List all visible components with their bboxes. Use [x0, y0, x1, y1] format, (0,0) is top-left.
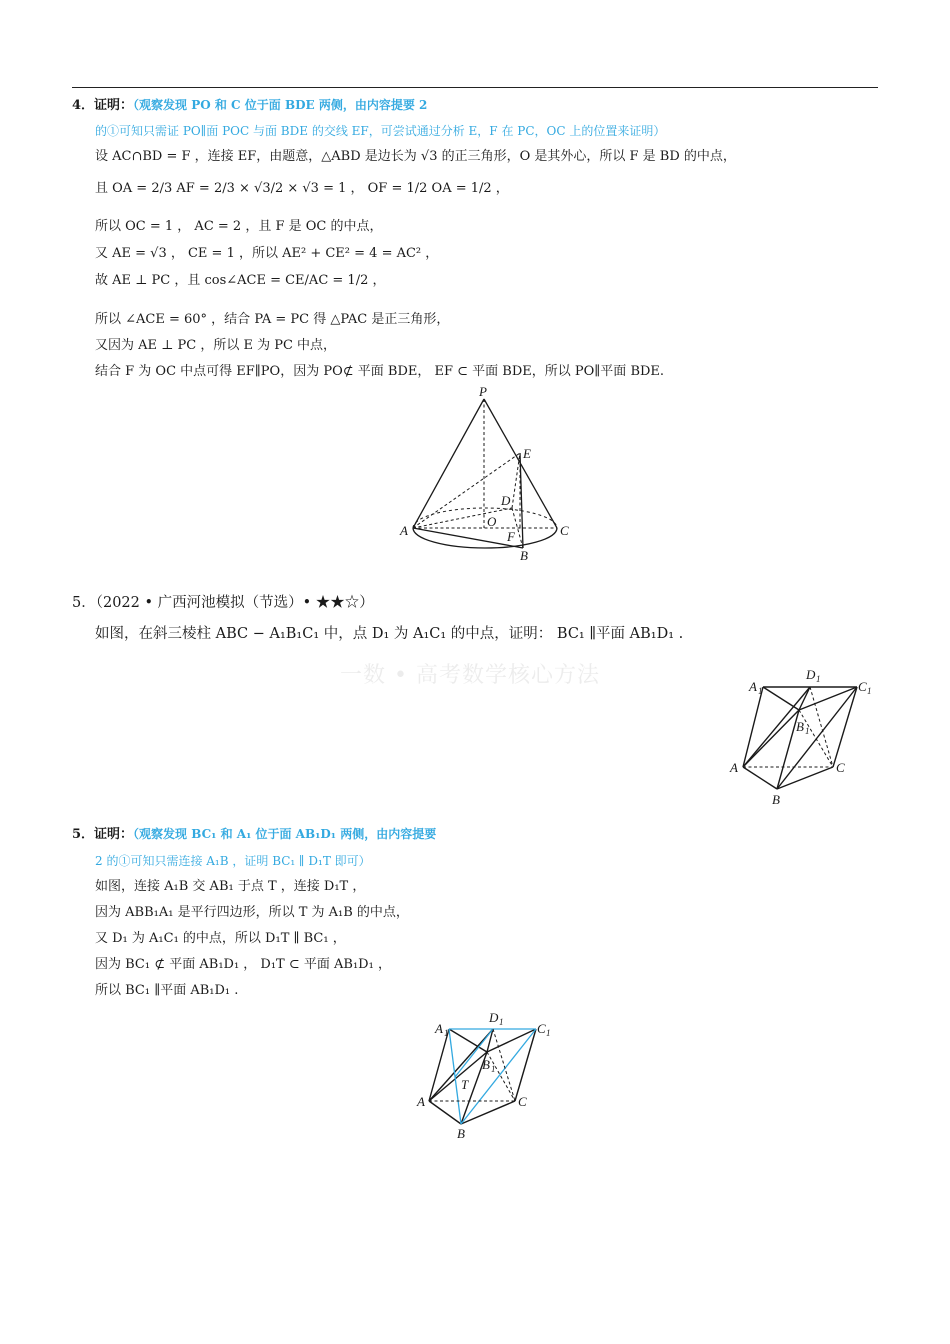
label-B1-sub: 1 — [491, 1064, 496, 1074]
label-B: B — [772, 792, 780, 807]
edge-AB — [743, 767, 777, 789]
label-A1-sub: 1 — [758, 686, 763, 696]
p4-line-5: 故 AE ⊥ PC ，且 cos∠ACE = CE/AC = 1/2 ， — [95, 273, 386, 288]
p5-line-3: 又 D₁ 为 A₁C₁ 的中点，所以 D₁T ∥ BC₁ ， — [95, 931, 346, 946]
p4-line-2: 且 OA = 2/3 AF = 2/3 × √3/2 × √3 = 1 ， OF = 1/2 OA = 1/2 ， — [95, 181, 509, 196]
edge-BC — [461, 1101, 515, 1124]
segment-B1C — [799, 710, 833, 767]
edge-C1C — [833, 687, 857, 767]
label-O: O — [487, 514, 497, 529]
label-T: T — [461, 1077, 469, 1092]
label-C1-sub: 1 — [546, 1028, 551, 1038]
label-B: B — [457, 1126, 465, 1141]
label-A: A — [730, 760, 738, 775]
prism-figure-2 — [415, 1007, 565, 1142]
label-A1: A — [435, 1021, 443, 1036]
label-C: C — [518, 1094, 527, 1109]
label-C1: C — [858, 679, 867, 694]
p5-hint-1: （观察发现 BC₁ 和 A₁ 位于面 AB₁D₁ 两侧，由内容提要 — [133, 827, 437, 841]
label-D1-sub: 1 — [499, 1017, 504, 1027]
p4-line-8: 结合 F 为 OC 中点可得 EF∥PO，因为 PO⊄ 平面 BDE， EF ⊂ 平面 BDE，所以 PO∥平面 BDE. — [95, 364, 665, 379]
p4-hint-line-1 — [72, 96, 427, 115]
p4-hint-2: 的①可知只需证 PO∥面 POC 与面 BDE 的交线 EF，可尝试通过分析 E，F 在 PC，OC 上的位置来证明） — [95, 124, 666, 138]
label-C: C — [836, 760, 845, 775]
base-front-arc — [413, 528, 557, 548]
label-A1: A — [749, 679, 757, 694]
edge-B1C1 — [487, 1029, 536, 1052]
label-C: C — [560, 523, 569, 538]
q5-title: 5．（2022 • 广西河池模拟（节选）• ★★☆） — [72, 595, 374, 611]
label-P: P — [479, 384, 487, 399]
label-C1: C — [537, 1021, 546, 1036]
edge-C1C — [515, 1029, 536, 1101]
p5-label: 5．证明： — [72, 827, 134, 842]
label-D: D — [501, 493, 511, 508]
label-D1: D — [806, 667, 816, 682]
header-rule — [72, 87, 878, 88]
p5-line-4: 因为 BC₁ ⊄ 平面 AB₁D₁ ， D₁T ⊂ 平面 AB₁D₁ ， — [95, 957, 391, 972]
segment-AE — [413, 453, 520, 528]
label-A1-sub: 1 — [444, 1028, 449, 1038]
p4-line-1: 设 AC∩BD = F ，连接 EF，由题意，△ABD 是边长为 √3 的正三角形，O 是其外心，所以 F 是 BD 的中点， — [95, 149, 736, 164]
label-B1: B — [796, 719, 804, 734]
label-A: A — [400, 523, 408, 538]
label-A: A — [417, 1094, 425, 1109]
p4-line-6: 所以 ∠ACE = 60° ，结合 PA = PC 得 △PAC 是正三角形， — [95, 312, 450, 327]
label-B1-sub: 1 — [805, 726, 810, 736]
edge-A1B1 — [449, 1029, 487, 1052]
p5-line-2: 因为 ABB₁A₁ 是平行四边形，所以 T 为 A₁B 的中点， — [95, 905, 409, 920]
p4-line-7: 又因为 AE ⊥ PC ，所以 E 为 PC 中点， — [95, 338, 337, 353]
q5-statement: 如图，在斜三棱柱 ABC − A₁B₁C₁ 中，点 D₁ 为 A₁C₁ 的中点，证明： BC₁ ∥平面 AB₁D₁ . — [95, 626, 684, 642]
segment-D1C — [810, 687, 833, 767]
label-B: B — [520, 548, 528, 563]
p5-line-1: 如图，连接 A₁B 交 AB₁ 于点 T ，连接 D₁T ， — [95, 879, 366, 894]
p5-hint-line-1 — [72, 825, 436, 844]
p5-hint-2: 2 的①可知只需连接 A₁B ，证明 BC₁ ∥ D₁T 即可） — [95, 854, 371, 868]
edge-AB — [429, 1101, 461, 1124]
base-back-arc — [413, 508, 557, 528]
label-C1-sub: 1 — [867, 686, 872, 696]
p5-line-5: 所以 BC₁ ∥平面 AB₁D₁ . — [95, 983, 239, 998]
label-B1: B — [482, 1057, 490, 1072]
label-F: F — [507, 529, 515, 544]
label-E: E — [523, 446, 531, 461]
label-D1: D — [489, 1010, 499, 1025]
p4-hint-1: （观察发现 PO 和 C 位于面 BDE 两侧，由内容提要 2 — [133, 98, 428, 112]
p4-label: 4．证明： — [72, 98, 134, 113]
prism-figure-1 — [725, 663, 885, 808]
watermark: 一数 • 高考数学核心方法 — [340, 663, 600, 688]
p4-line-3: 所以 OC = 1 ， AC = 2 ，且 F 是 OC 的中点， — [95, 219, 383, 234]
cone-figure — [395, 385, 585, 565]
p4-line-4: 又 AE = √3 ， CE = 1 ，所以 AE² + CE² = 4 = AC² ， — [95, 246, 439, 261]
segment-B1C — [487, 1052, 515, 1101]
label-D1-sub: 1 — [816, 674, 821, 684]
